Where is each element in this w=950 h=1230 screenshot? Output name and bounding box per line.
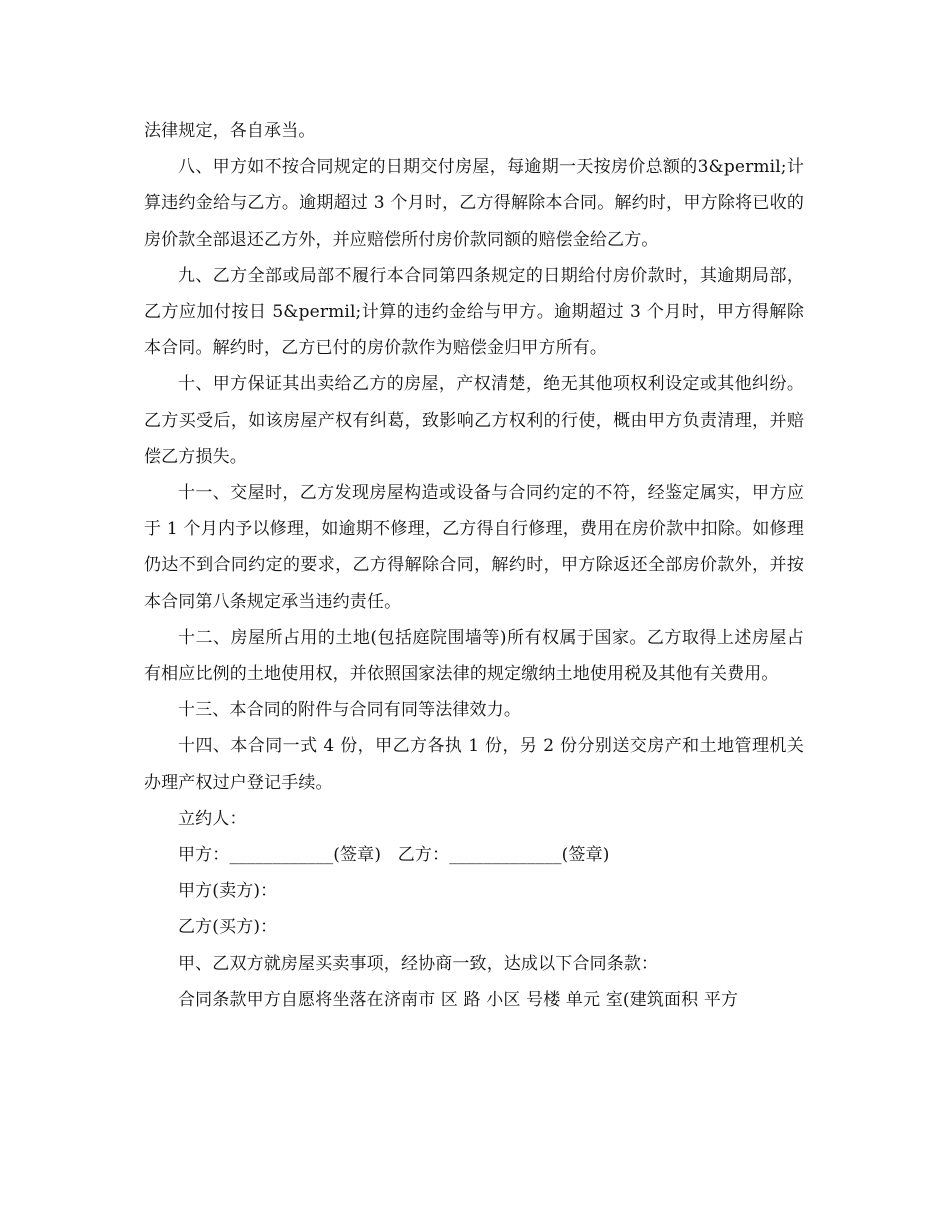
clause-10: 十、甲方保证其出卖给乙方的房屋，产权清楚，绝无其他项权利设定或其他纠纷。乙方买受后，如该房屋产权有纠葛，致影响乙方权利的行使，概由甲方负责清理，并赔偿乙方损失。 <box>144 374 804 467</box>
party-a-seller: 甲方(卖方)： <box>178 881 278 902</box>
clause-8: 八、甲方如不按合同规定的日期交付房屋，每逾期一天按房价总额的3&permil;计算违约金给与乙方。逾期超过 3 个月时，乙方得解除本合同。解约时，甲方除将已收的房价款全部退还乙方外，并应赔偿所付房价款同额的赔偿金给乙方。 <box>144 157 804 250</box>
clause-12: 十二、房屋所占用的土地(包括庭院围墙等)所有权属于国家。乙方取得上述房屋占有相应比例的土地使用权，并依照国家法律的规定缴纳土地使用税及其他有关费用。 <box>144 627 804 685</box>
contract-terms-start: 合同条款甲方自愿将坐落在济南市 区 路 小区 号楼 单元 室(建筑面积 平方 <box>178 989 739 1010</box>
party-b-buyer: 乙方(买方)： <box>178 917 278 938</box>
signature-line: 甲方：____________(签章) 乙方：_____________(签章) <box>178 845 610 866</box>
document-body <box>144 113 804 1018</box>
clause-14: 十四、本合同一式 4 份，甲乙方各执 1 份，另 2 份分别送交房产和土地管理机关办理产权过户登记手续。 <box>144 736 804 793</box>
paragraph-continuation: 法律规定，各自承当。 <box>144 121 316 141</box>
signatories-heading: 立约人： <box>178 808 247 829</box>
clause-13: 十三、本合同的附件与合同有同等法律效力。 <box>178 700 521 721</box>
clause-11: 十一、交屋时，乙方发现房屋构造或设备与合同约定的不符，经鉴定属实，甲方应于 1 个月内予以修理，如逾期不修理，乙方得自行修理，费用在房价款中扣除。如修理仍达不到合同约定的要求，乙方得解除合同，解约时，甲方除返还全部房价款外，并按本合同第八条规定承当违约责任。 <box>144 483 804 612</box>
clause-9: 九、乙方全部或局部不履行本合同第四条规定的日期给付房价款时，其逾期局部，乙方应加付按日 5&permil;计算的违约金给与甲方。逾期超过 3 个月时，甲方得解除本合同。解约时，乙方已付的房价款作为赔偿金归甲方所有。 <box>144 265 804 359</box>
agreement-intro: 甲、乙双方就房屋买卖事项，经协商一致，达成以下合同条款： <box>178 953 659 974</box>
